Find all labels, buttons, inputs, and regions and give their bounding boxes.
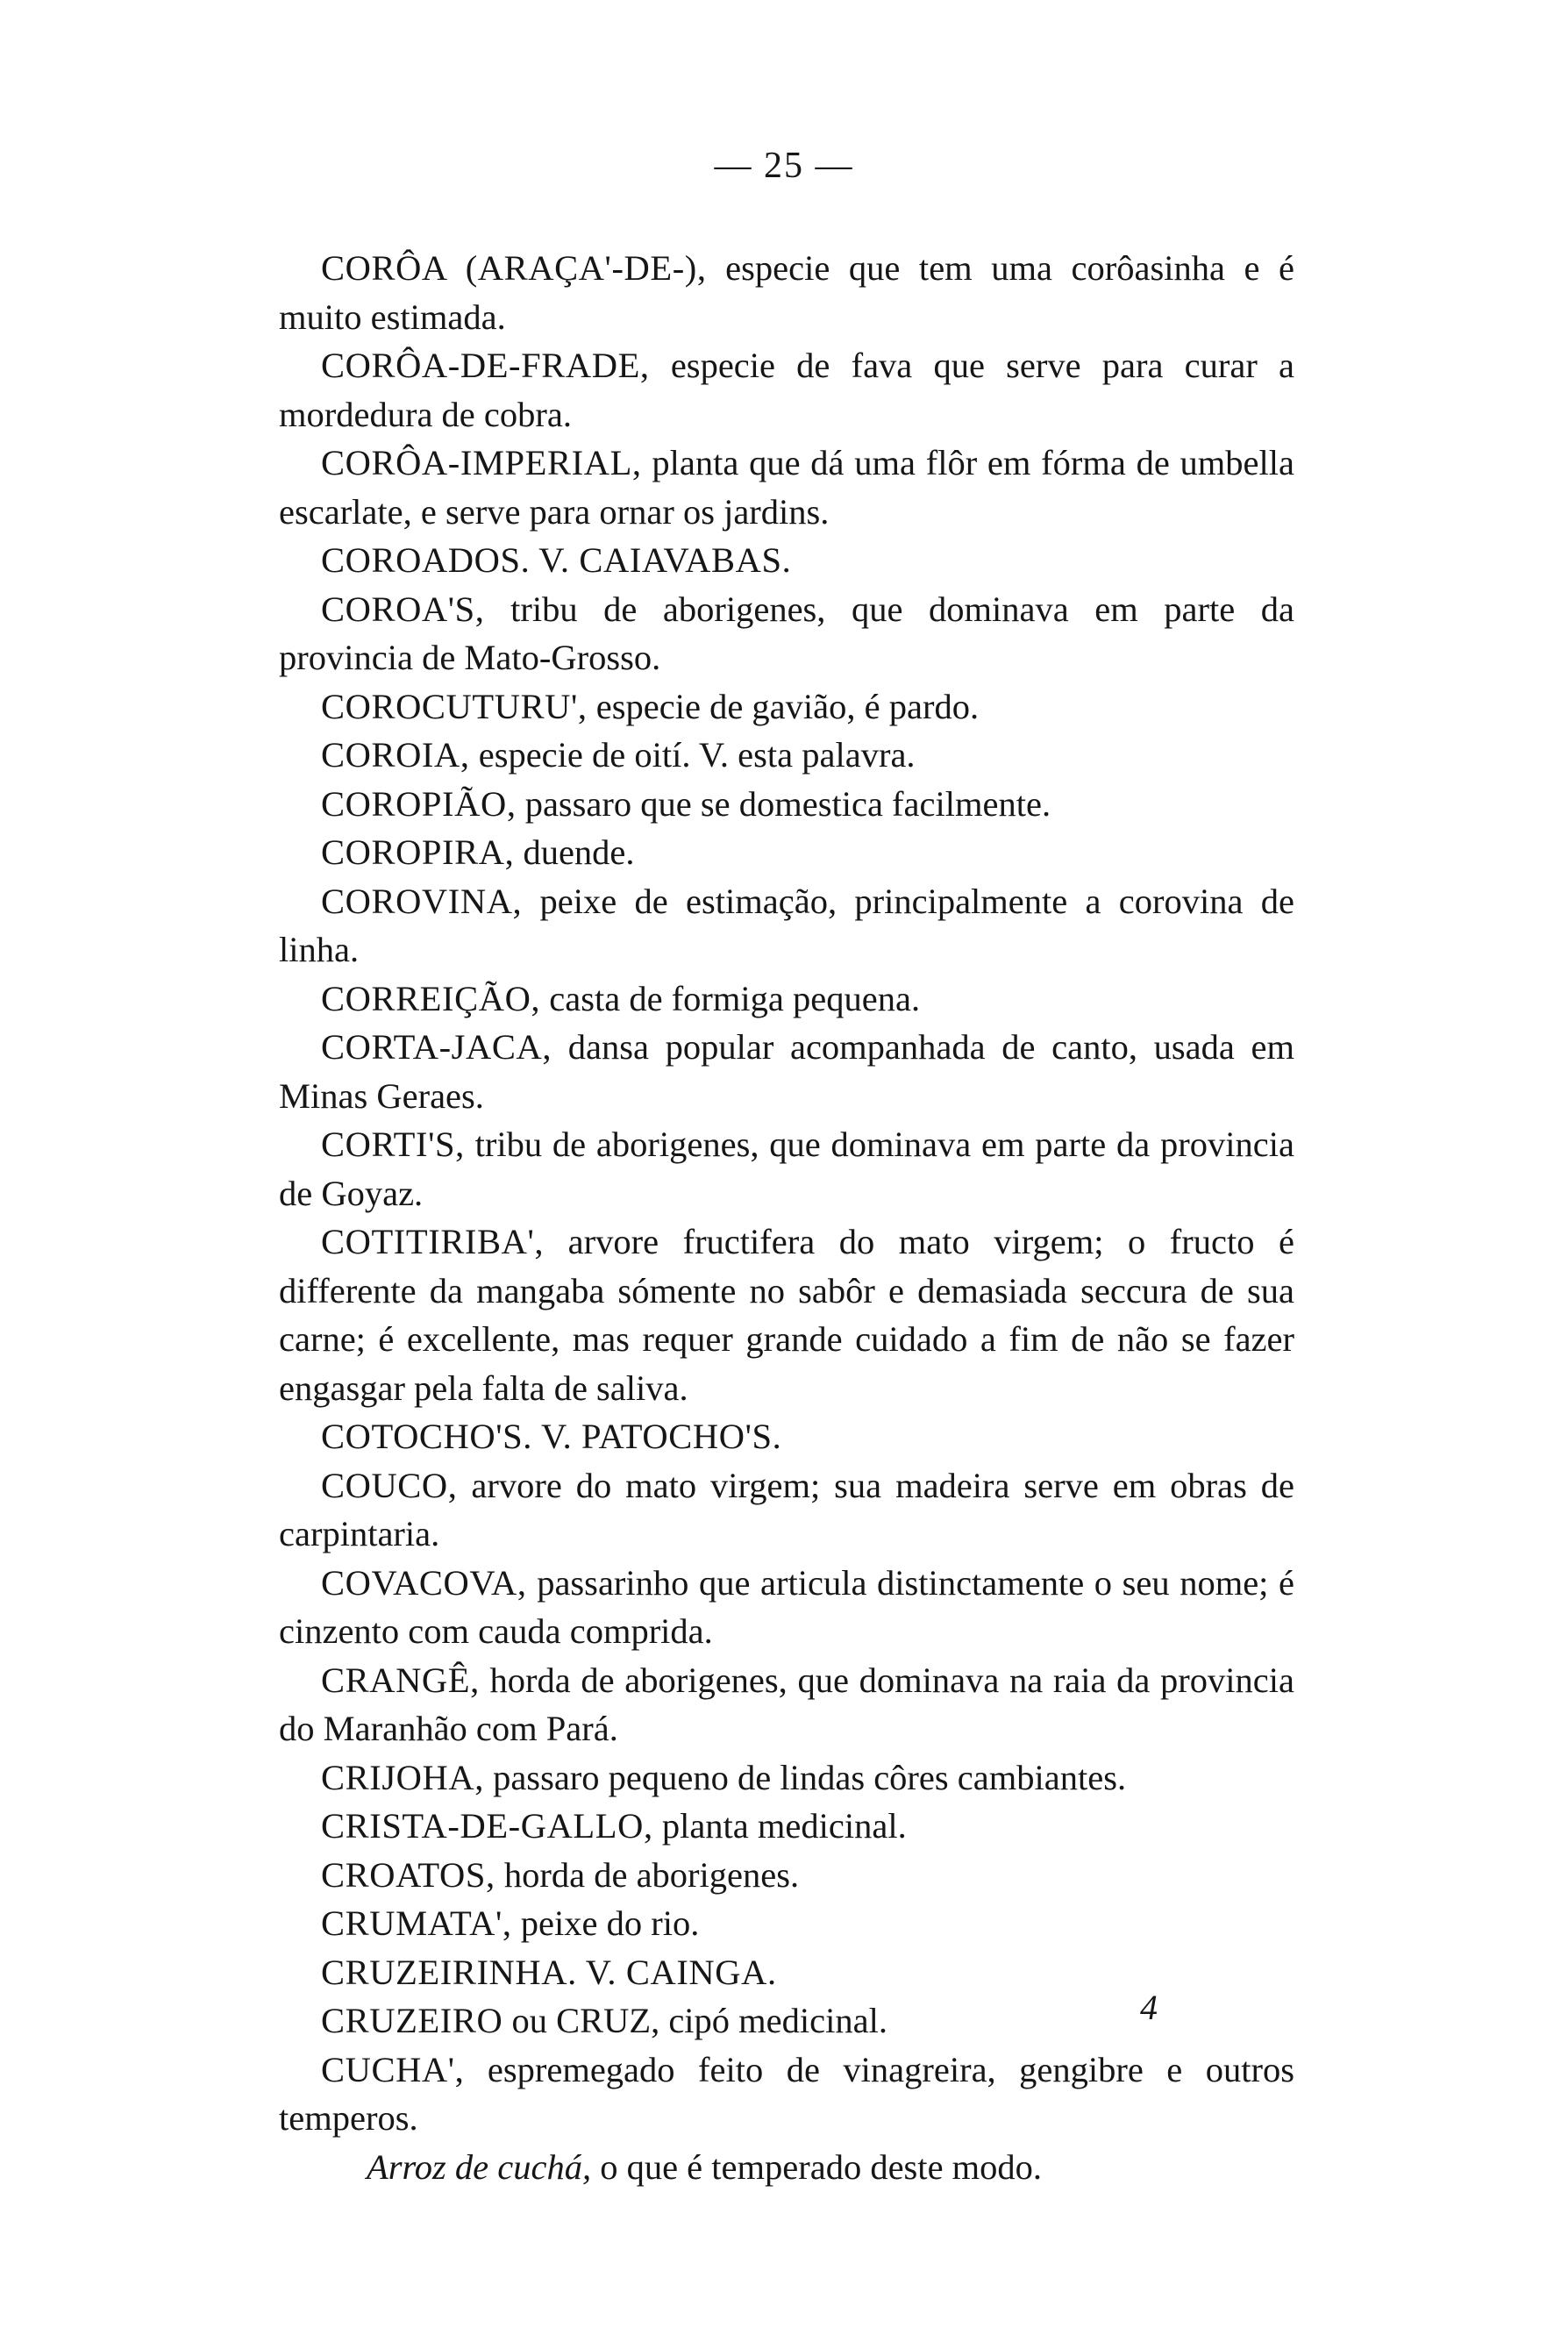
entry-definition: especie de oití. V. esta palavra. <box>469 735 916 775</box>
entry-headword: COROADOS. V. CAIAVABAS. <box>321 540 792 580</box>
entry-headword: CORÔA-IMPERIAL, <box>321 443 642 482</box>
entry-headword: COROCUTURU', <box>321 686 588 726</box>
entry-headword: COROPIRA, <box>321 832 515 872</box>
entry-definition: planta medicinal. <box>652 1806 907 1846</box>
entry <box>279 439 1294 536</box>
entry-headword: COUCO, <box>321 1465 458 1505</box>
entry-definition: arvore do mato virgem; sua madeira serve em obras de carpintaria. <box>279 1465 1294 1553</box>
entry-headword: COVACOVA, <box>321 1562 527 1603</box>
entry-definition: peixe de estimação, principalmente a corovina de linha. <box>279 881 1294 969</box>
entry-definition: espremegado feito de vinagreira, gengibre e outros temperos. <box>279 2049 1294 2138</box>
entry <box>279 1023 1294 1120</box>
entry-definition: passaro que se domestica facilmente. <box>516 783 1051 824</box>
entry <box>279 585 1294 682</box>
entry-definition: tribu de aborigenes, que dominava em parte da provincia de Mato-Grosso. <box>279 589 1294 677</box>
entry <box>279 975 1294 1024</box>
entry-definition: especie de fava que serve para curar a mordedura de cobra. <box>279 346 1294 434</box>
entry <box>279 682 1294 732</box>
entry-definition: horda de aborigenes. <box>495 1854 800 1895</box>
entry-definition: horda de aborigenes, que dominava na raia da provincia do Maranhão com Pará. <box>279 1660 1294 1748</box>
entry-headword: CUCHA', <box>321 2049 465 2089</box>
entry <box>279 877 1294 975</box>
note-italic-term: Arroz de cuchá, <box>367 2146 592 2187</box>
entry-definition: ou CRUZ, cipó medicinal. <box>502 2001 887 2040</box>
entry-definition: casta de formiga pequena. <box>540 978 921 1018</box>
entry-headword: CRUZEIRO <box>321 2001 503 2040</box>
entry-headword: CORÔA-DE-FRADE, <box>321 346 650 385</box>
signature-mark: 4 <box>1140 1988 1158 2027</box>
entry-definition: arvore fructifera do mato virgem; o fructo é differente da mangaba sómente no sabôr e demasiada seccura de sua carne; é excellente, mas requer grande cuidado a fim de não se fazer engasgar pela falta de saliva. <box>279 1222 1294 1408</box>
entry <box>279 1851 1294 1900</box>
entry-definition: especie que tem uma corôasinha e é muito estimada. <box>279 248 1295 337</box>
entry-headword: CRUMATA', <box>321 1903 512 1943</box>
entry-headword: COROIA, <box>321 735 470 775</box>
entry <box>279 780 1294 829</box>
dictionary-entries <box>279 244 1294 2191</box>
entry <box>279 828 1294 877</box>
entry <box>279 731 1294 780</box>
entry-headword: CRISTA-DE-GALLO, <box>321 1806 653 1846</box>
entry <box>279 1753 1294 1803</box>
subentry-note <box>279 2143 1294 2192</box>
entry <box>279 1120 1294 1217</box>
entry-headword: COROVINA, <box>321 881 523 921</box>
entry <box>279 1802 1294 1851</box>
entry-definition: planta que dá uma flôr em fórma de umbella escarlate, e serve para ornar os jardins. <box>279 443 1294 532</box>
entry-headword: COROA'S, <box>321 589 485 629</box>
entry-definition: peixe do rio. <box>511 1903 700 1943</box>
entry-headword: CROATOS, <box>321 1854 495 1895</box>
entry-definition: dansa popular acompanhada de canto, usada em Minas Geraes. <box>279 1027 1294 1116</box>
entry-headword: CORREIÇÃO, <box>321 978 541 1018</box>
page-number: — 25 — <box>714 146 854 186</box>
entry <box>279 1656 1294 1753</box>
entry-definition: especie de gavião, é pardo. <box>587 686 980 726</box>
entry-definition: passarinho que articula distinctamente o seu nome; é cinzento com cauda comprida. <box>279 1562 1294 1651</box>
entry-definition: passaro pequeno de lindas côres cambiantes. <box>483 1757 1127 1797</box>
entry <box>279 1559 1294 1656</box>
entry <box>279 1461 1294 1559</box>
entry <box>279 1899 1294 1948</box>
entry-headword: CORTA-JACA, <box>321 1027 552 1067</box>
entry-headword: CORTI'S, <box>321 1125 465 1164</box>
entry-headword: COTOCHO'S. V. PATOCHO'S. <box>321 1417 782 1456</box>
entry <box>279 2046 1294 2143</box>
entry <box>279 1412 1294 1461</box>
entry <box>279 1217 1294 1412</box>
entry-headword: COTITIRIBA', <box>321 1222 545 1261</box>
entry-headword: CORÔA (ARAÇA'-DE-), <box>321 248 707 288</box>
entry-headword: CRANGÊ, <box>321 1660 480 1700</box>
entry <box>279 341 1294 439</box>
entry-headword: CRIJOHA, <box>321 1757 484 1797</box>
entry <box>279 244 1294 341</box>
entry-headword: COROPIÃO, <box>321 783 517 824</box>
entry-definition: tribu de aborigenes, que dominava em parte da provincia de Goyaz. <box>279 1125 1294 1213</box>
entry-definition: duende. <box>514 832 635 872</box>
entry <box>279 536 1294 585</box>
note-text: o que é temperado deste modo. <box>591 2146 1043 2187</box>
entry-headword: CRUZEIRINHA. V. CAINGA. <box>321 1952 777 1992</box>
